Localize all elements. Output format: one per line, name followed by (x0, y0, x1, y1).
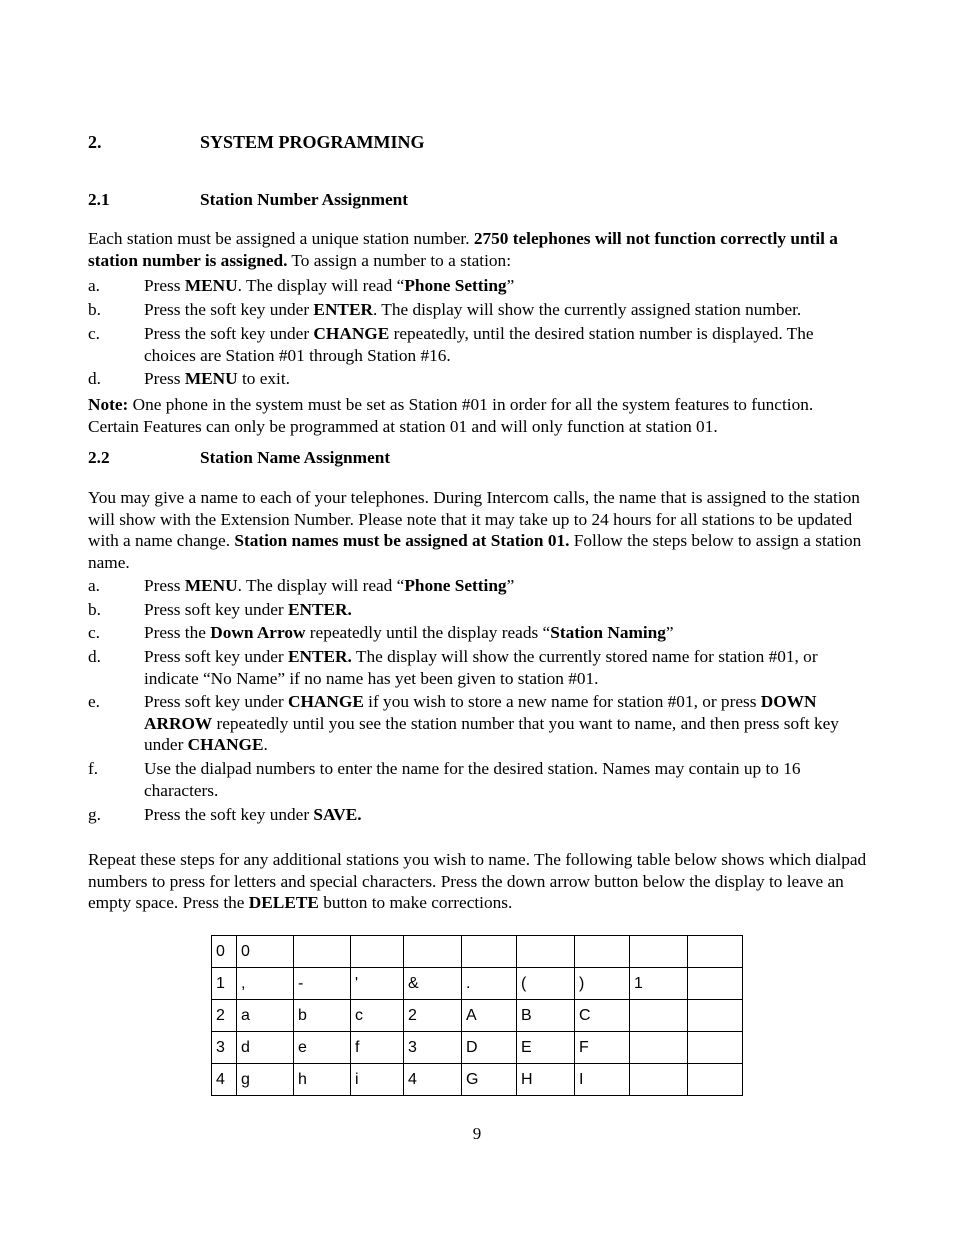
table-row (212, 936, 743, 968)
subsection-number: 2.2 (88, 448, 110, 467)
dialpad-key-cell: 0 (212, 936, 237, 968)
character-cell: F (575, 1032, 630, 1064)
step-text: Press soft key under CHANGE if you wish to store a new name for station #01, or press DOWN ARROW repeatedly until you see the station number that you want to name, and then press soft key under CHANGE. (144, 692, 839, 754)
character-cell (688, 968, 743, 1000)
character-cell: ' (351, 968, 404, 1000)
character-cell (630, 1032, 688, 1064)
dialpad-key-cell: 1 (212, 968, 237, 1000)
character-cell (688, 1064, 743, 1096)
character-cell (630, 1064, 688, 1096)
step-label: b. (88, 600, 101, 619)
intro-text: To assign a number to a station: (287, 250, 511, 270)
character-cell: d (237, 1032, 294, 1064)
step-text: Press the soft key under ENTER. The display will show the currently assigned station number. (144, 300, 802, 319)
intro-text: Each station must be assigned a unique station number. (88, 229, 474, 248)
character-cell (404, 936, 462, 968)
character-cell (517, 936, 575, 968)
character-cell: c (351, 1000, 404, 1032)
character-cell (630, 1000, 688, 1032)
step-label: e. (88, 692, 100, 711)
step-label: a. (88, 576, 100, 595)
table-row (212, 1032, 743, 1064)
table-row (212, 968, 743, 1000)
note-paragraph (88, 394, 868, 437)
character-cell: 0 (237, 936, 294, 968)
character-cell: H (517, 1064, 575, 1096)
character-cell: e (294, 1032, 351, 1064)
character-cell: . (462, 968, 517, 1000)
step-text: Press MENU. The display will read “Phone Setting” (144, 276, 515, 295)
character-cell: g (237, 1064, 294, 1096)
subsection-number: 2.1 (88, 190, 110, 209)
character-cell (575, 936, 630, 968)
page-number: 9 (472, 1124, 482, 1143)
character-cell: ) (575, 968, 630, 1000)
table-row (212, 1000, 743, 1032)
character-cell: f (351, 1032, 404, 1064)
character-cell (688, 1032, 743, 1064)
step-label: b. (88, 300, 101, 319)
step-text: Press soft key under ENTER. The display will show the currently stored name for station #01, or indicate “No Name” if no name has yet been given to station #01. (144, 647, 818, 688)
character-cell: 3 (404, 1032, 462, 1064)
step-label: a. (88, 276, 100, 295)
step-label: c. (88, 623, 100, 642)
character-cell: ( (517, 968, 575, 1000)
subsection-title: Station Number Assignment (200, 190, 409, 209)
character-cell: h (294, 1064, 351, 1096)
step-text: Press the soft key under CHANGE repeatedly, until the desired station number is displayed. The choices are Station #01 through Station #16. (144, 324, 814, 365)
intro-warning: Station names must be assigned at Station 01. (234, 531, 570, 550)
repeat-text: button to make corrections. (318, 893, 513, 912)
character-cell: - (294, 968, 351, 1000)
step-text: Press MENU to exit. (144, 369, 290, 388)
subsection-title: Station Name Assignment (200, 448, 391, 467)
step-text: Press the Down Arrow repeatedly until the display reads “Station Naming” (144, 623, 674, 642)
character-cell (630, 936, 688, 968)
step-text: Press the soft key under SAVE. (144, 805, 362, 824)
step-label: d. (88, 647, 101, 666)
step-text: Use the dialpad numbers to enter the name for the desired station. Names may contain up to 16 characters. (144, 759, 801, 800)
character-cell: 1 (630, 968, 688, 1000)
step-text: Press soft key under ENTER. (144, 600, 352, 619)
step-label: f. (88, 759, 99, 778)
intro-warning: 2750 telephones will not function correctly until a station number is assigned. (88, 229, 838, 270)
dialpad-key-cell: 4 (212, 1064, 237, 1096)
character-cell: 2 (404, 1000, 462, 1032)
section-number: 2. (88, 132, 102, 152)
character-cell: & (404, 968, 462, 1000)
table-row (212, 1064, 743, 1096)
repeat-paragraph (88, 849, 868, 914)
character-cell (294, 936, 351, 968)
delete-key-name: DELETE (248, 893, 319, 912)
character-cell (688, 936, 743, 968)
character-cell: E (517, 1032, 575, 1064)
dialpad-character-table (211, 935, 743, 1096)
intro-text: Follow the steps below to assign a station name. (88, 531, 862, 572)
character-cell: , (237, 968, 294, 1000)
note-text: One phone in the system must be set as Station #01 in order for all the system features to function. Certain Features can only be programmed at station 01 and will only function at station 01. (88, 395, 814, 436)
step-label: d. (88, 369, 101, 388)
intro-paragraph-2-2 (88, 487, 868, 573)
character-cell: D (462, 1032, 517, 1064)
dialpad-key-cell: 3 (212, 1032, 237, 1064)
character-cell: C (575, 1000, 630, 1032)
character-cell: A (462, 1000, 517, 1032)
character-cell: I (575, 1064, 630, 1096)
intro-paragraph-2-1 (88, 228, 868, 271)
character-cell: a (237, 1000, 294, 1032)
note-label: Note: (88, 395, 129, 414)
step-text: Press MENU. The display will read “Phone Setting” (144, 576, 515, 595)
dialpad-key-cell: 2 (212, 1000, 237, 1032)
character-cell: B (517, 1000, 575, 1032)
repeat-text: Repeat these steps for any additional stations you wish to name. The following table below shows which dialpad numbers to press for letters and special characters. Press the down arrow button below the display to leave an empty space. Press the (88, 850, 867, 912)
character-cell: 4 (404, 1064, 462, 1096)
intro-text: You may give a name to each of your telephones. During Intercom calls, the name that is assigned to the station will show with the Extension Number. Please note that it may take up to 24 hours for all stations to be updated with a name change. (88, 488, 860, 550)
step-label: g. (88, 805, 101, 824)
character-cell: G (462, 1064, 517, 1096)
character-cell: b (294, 1000, 351, 1032)
section-title: SYSTEM PROGRAMMING (200, 132, 425, 152)
character-cell: i (351, 1064, 404, 1096)
character-cell (688, 1000, 743, 1032)
character-cell (351, 936, 404, 968)
character-cell (462, 936, 517, 968)
step-label: c. (88, 324, 100, 343)
